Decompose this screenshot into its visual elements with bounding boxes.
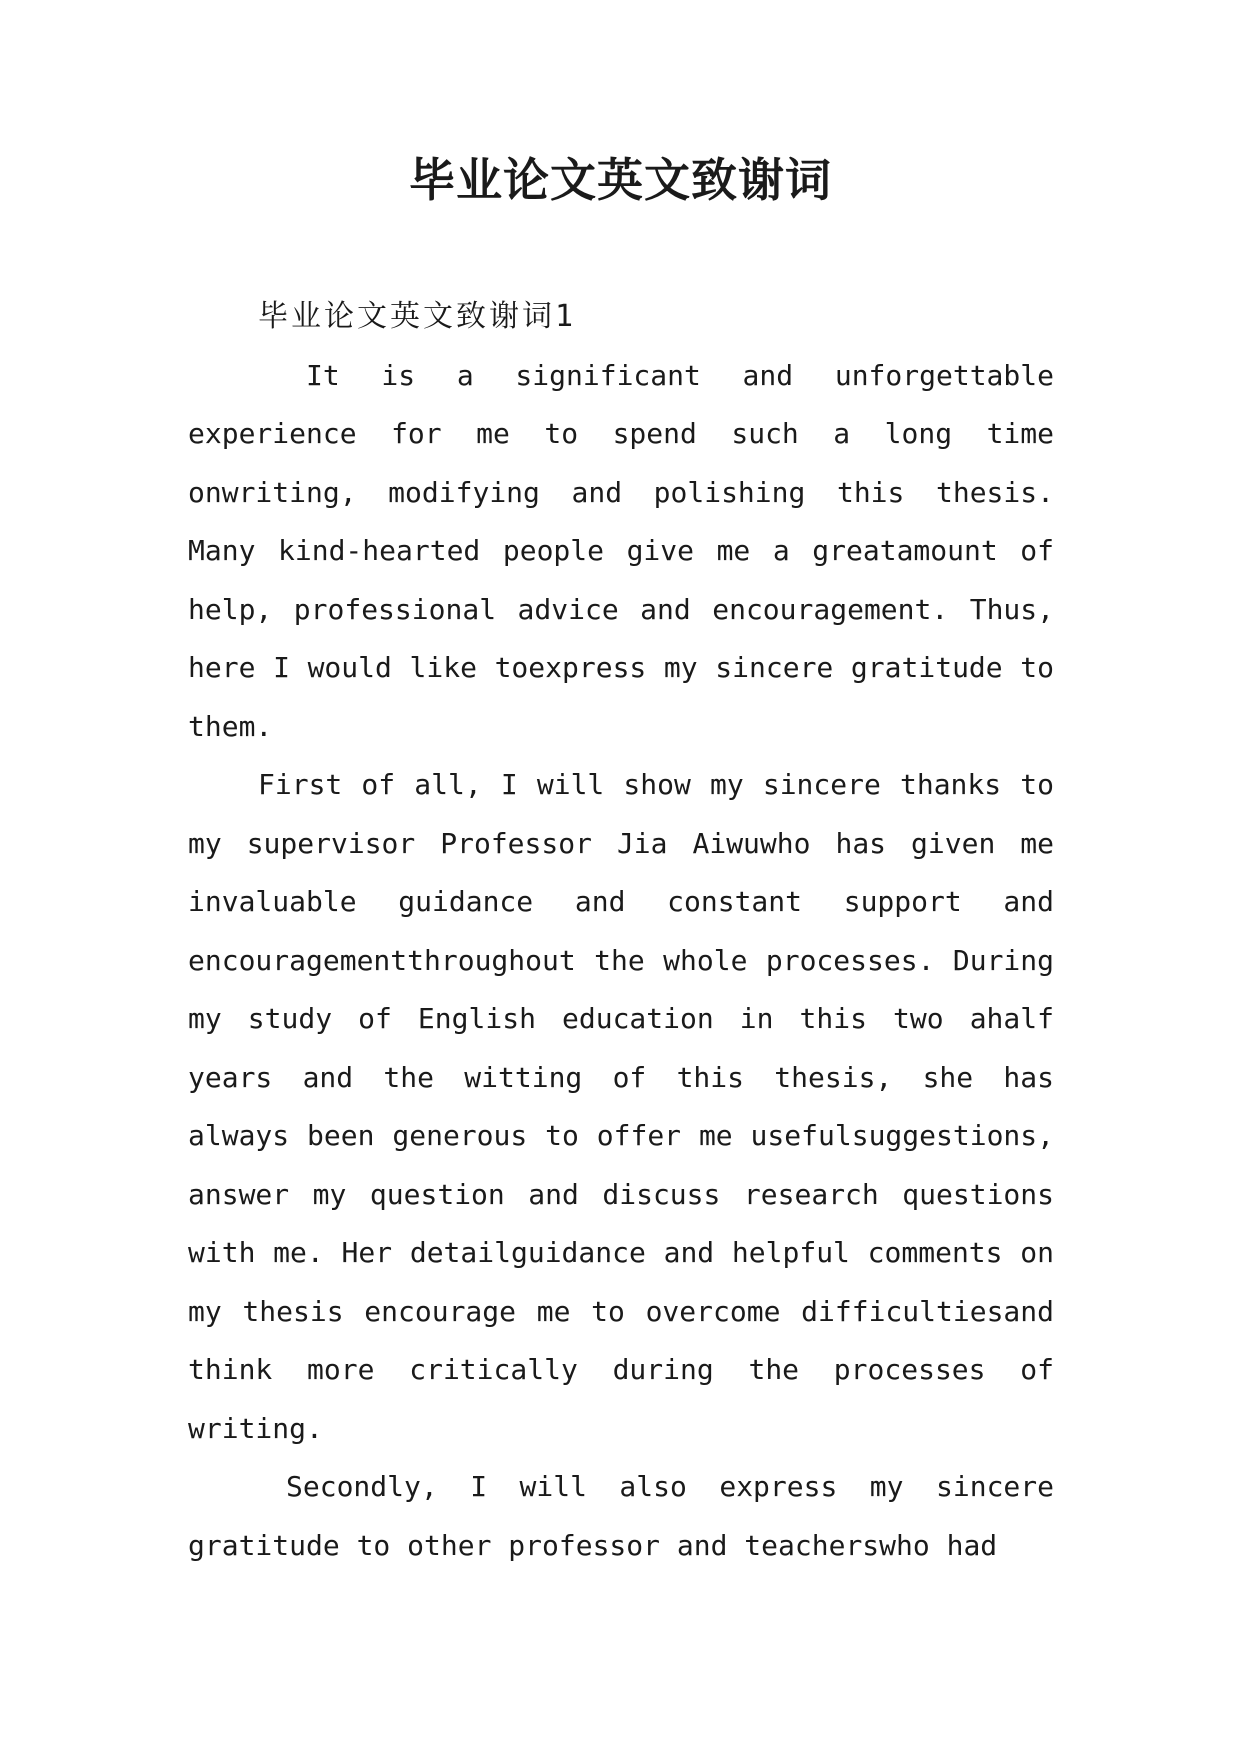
section-heading: 毕业论文英文致谢词1 [258,299,577,334]
document-title: 毕业论文英文致谢词 [409,153,832,207]
paragraph-teachers-thanks: Secondly, I will also express my sincere gratitude to other professor and teacherswho had [188,1470,1054,1562]
paragraph-supervisor-thanks: First of all, I will show my sincere thanks to my supervisor Professor Jia Aiwuwho has given me invaluable guidance and constant support and encouragementthroughout the whole processes. During my study of English education in this two ahalf years and the witting of this thesis, she has always been generous to offer me usefulsuggestions, answer my question and discuss research questions with me. Her detailguidance and helpful comments on my thesis encourage me to overcome difficultiesand think more critically during the processes of writing. [188,768,1054,1445]
document-body [188,288,1054,1575]
paragraph-intro: It is a significant and unforgettable experience for me to spend such a long time onwriting, modifying and polishing this thesis. Many kind-hearted people give me a greatamount of help, professional advice and encouragement. Thus, here I would like toexpress my sincere gratitude to them. [188,358,1054,743]
